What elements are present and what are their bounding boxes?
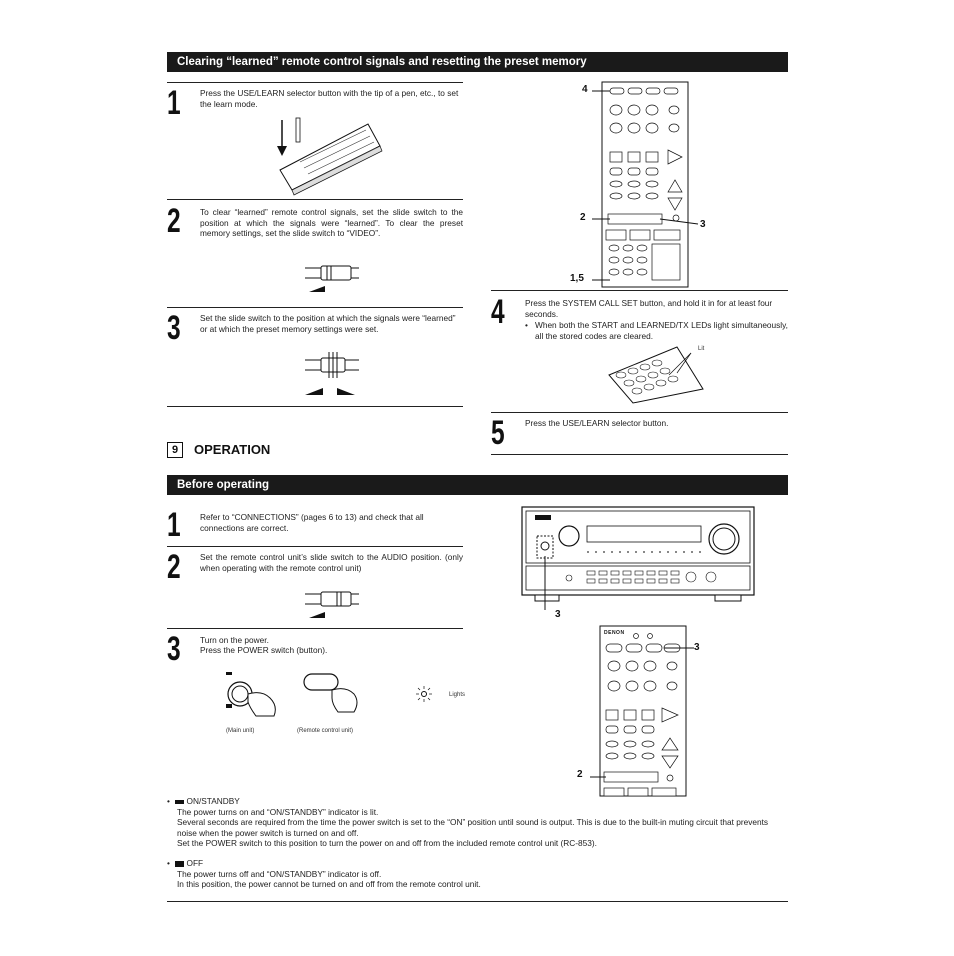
note-on-standby bbox=[167, 796, 788, 849]
callout-label: 4 bbox=[582, 84, 588, 95]
slide-switch-figure bbox=[303, 588, 363, 624]
off-icon bbox=[175, 861, 184, 867]
step-number: 2 bbox=[167, 548, 181, 586]
light-indicator-icon bbox=[414, 686, 434, 702]
remote-unit-caption: (Remote control unit) bbox=[297, 728, 354, 734]
divider bbox=[491, 290, 788, 291]
divider bbox=[491, 412, 788, 413]
remote-with-pen-figure bbox=[270, 118, 390, 193]
note-line: The power turns off and “ON/STANDBY” indicator is off. bbox=[177, 868, 382, 879]
off-label: OFF bbox=[186, 858, 204, 868]
step-text: Set the slide switch to the position at which the signals were “learned” or at which the preset memory settings were set. bbox=[200, 313, 456, 334]
step-number: 1 bbox=[167, 506, 181, 544]
step-number: 1 bbox=[167, 84, 181, 122]
step-number: 4 bbox=[491, 293, 505, 331]
note-heading: • OFF bbox=[167, 858, 204, 868]
section-title: OPERATION bbox=[194, 442, 271, 457]
callout-label: 1,5 bbox=[570, 273, 584, 284]
lit-label: Lit bbox=[698, 346, 705, 352]
step-number: 3 bbox=[167, 309, 181, 347]
remote-control-figure bbox=[600, 82, 690, 287]
subsection-heading-before-operating: Before operating bbox=[167, 475, 788, 495]
bottom-rule bbox=[167, 901, 788, 902]
callout-label: 3 bbox=[555, 609, 561, 620]
main-unit-caption: (Main unit) bbox=[226, 728, 255, 734]
divider bbox=[167, 628, 463, 629]
callout-label: 2 bbox=[577, 769, 583, 780]
step-text: Refer to “CONNECTIONS” (pages 6 to 13) and check that all connections are correct. bbox=[200, 512, 424, 533]
note-line: Several seconds are required from the time the power switch is set to the “ON” position until sound is output. This is due to the built-in muting circuit that prevents noise when the power switch is turned on and off. bbox=[177, 817, 769, 838]
callout-label: 3 bbox=[700, 219, 706, 230]
note-line: The power turns on and “ON/STANDBY” indicator is lit. bbox=[177, 806, 379, 817]
step-text: Press the POWER switch (button). bbox=[200, 645, 328, 655]
step-text: To clear “learned” remote control signals, set the slide switch to the position at which the signals were “learned”. To clear the preset memory settings, set the slide switch to “VIDEO”. bbox=[200, 207, 463, 238]
main-unit-power-button-figure bbox=[222, 672, 282, 722]
slide-switch-figure bbox=[303, 262, 363, 298]
callout-label: 3 bbox=[694, 642, 700, 653]
step-text: Set the remote control unit’s slide switch to the AUDIO position. (only when operating with the remote control unit) bbox=[200, 552, 463, 573]
note-heading: • ON/STANDBY bbox=[167, 796, 240, 806]
divider bbox=[167, 406, 463, 407]
divider bbox=[167, 546, 463, 547]
remote-closeup-figure bbox=[607, 345, 707, 405]
remote-control-figure bbox=[598, 626, 688, 796]
step-text: Press the USE/LEARN selector button with the tip of a pen, etc., to set the learn mode. bbox=[200, 88, 459, 109]
divider bbox=[491, 454, 788, 455]
brand-logo: DENON bbox=[604, 630, 625, 636]
on-standby-label: ON/STANDBY bbox=[186, 796, 240, 806]
step-text: Press the USE/LEARN selector button. bbox=[525, 418, 669, 428]
step-text: Turn on the power. bbox=[200, 635, 269, 645]
section-heading-clear-learned: Clearing “learned” remote control signals and resetting the preset memory bbox=[167, 52, 788, 72]
step-text: Press the SYSTEM CALL SET button, and hold it in for at least four seconds. bbox=[525, 298, 773, 319]
step-number: 2 bbox=[167, 202, 181, 240]
note-off bbox=[167, 858, 788, 890]
lights-label: Lights bbox=[449, 692, 466, 698]
bullet-content: When both the START and LEARNED/TX LEDs light simultaneously, all the stored codes are cleared. bbox=[535, 320, 788, 341]
divider bbox=[167, 82, 463, 83]
note-line: In this position, the power cannot be turned on and off from the remote control unit. bbox=[177, 879, 481, 889]
step-number: 5 bbox=[491, 414, 505, 452]
note-line: Set the POWER switch to this position to turn the power on and off from the included remote control unit (RC-853). bbox=[177, 838, 597, 848]
divider bbox=[167, 307, 463, 308]
remote-power-button-figure bbox=[302, 672, 362, 714]
on-standby-icon bbox=[175, 800, 184, 804]
bullet-text: • When both the START and LEARNED/TX LEDs light simultaneously, all the stored codes are cleared. bbox=[525, 320, 788, 341]
divider bbox=[167, 199, 463, 200]
step-number: 3 bbox=[167, 630, 181, 668]
slide-switch-figure bbox=[303, 350, 363, 400]
receiver-main-unit-figure bbox=[521, 506, 757, 606]
section-number-box: 9 bbox=[167, 442, 183, 458]
callout-label: 2 bbox=[580, 212, 586, 223]
